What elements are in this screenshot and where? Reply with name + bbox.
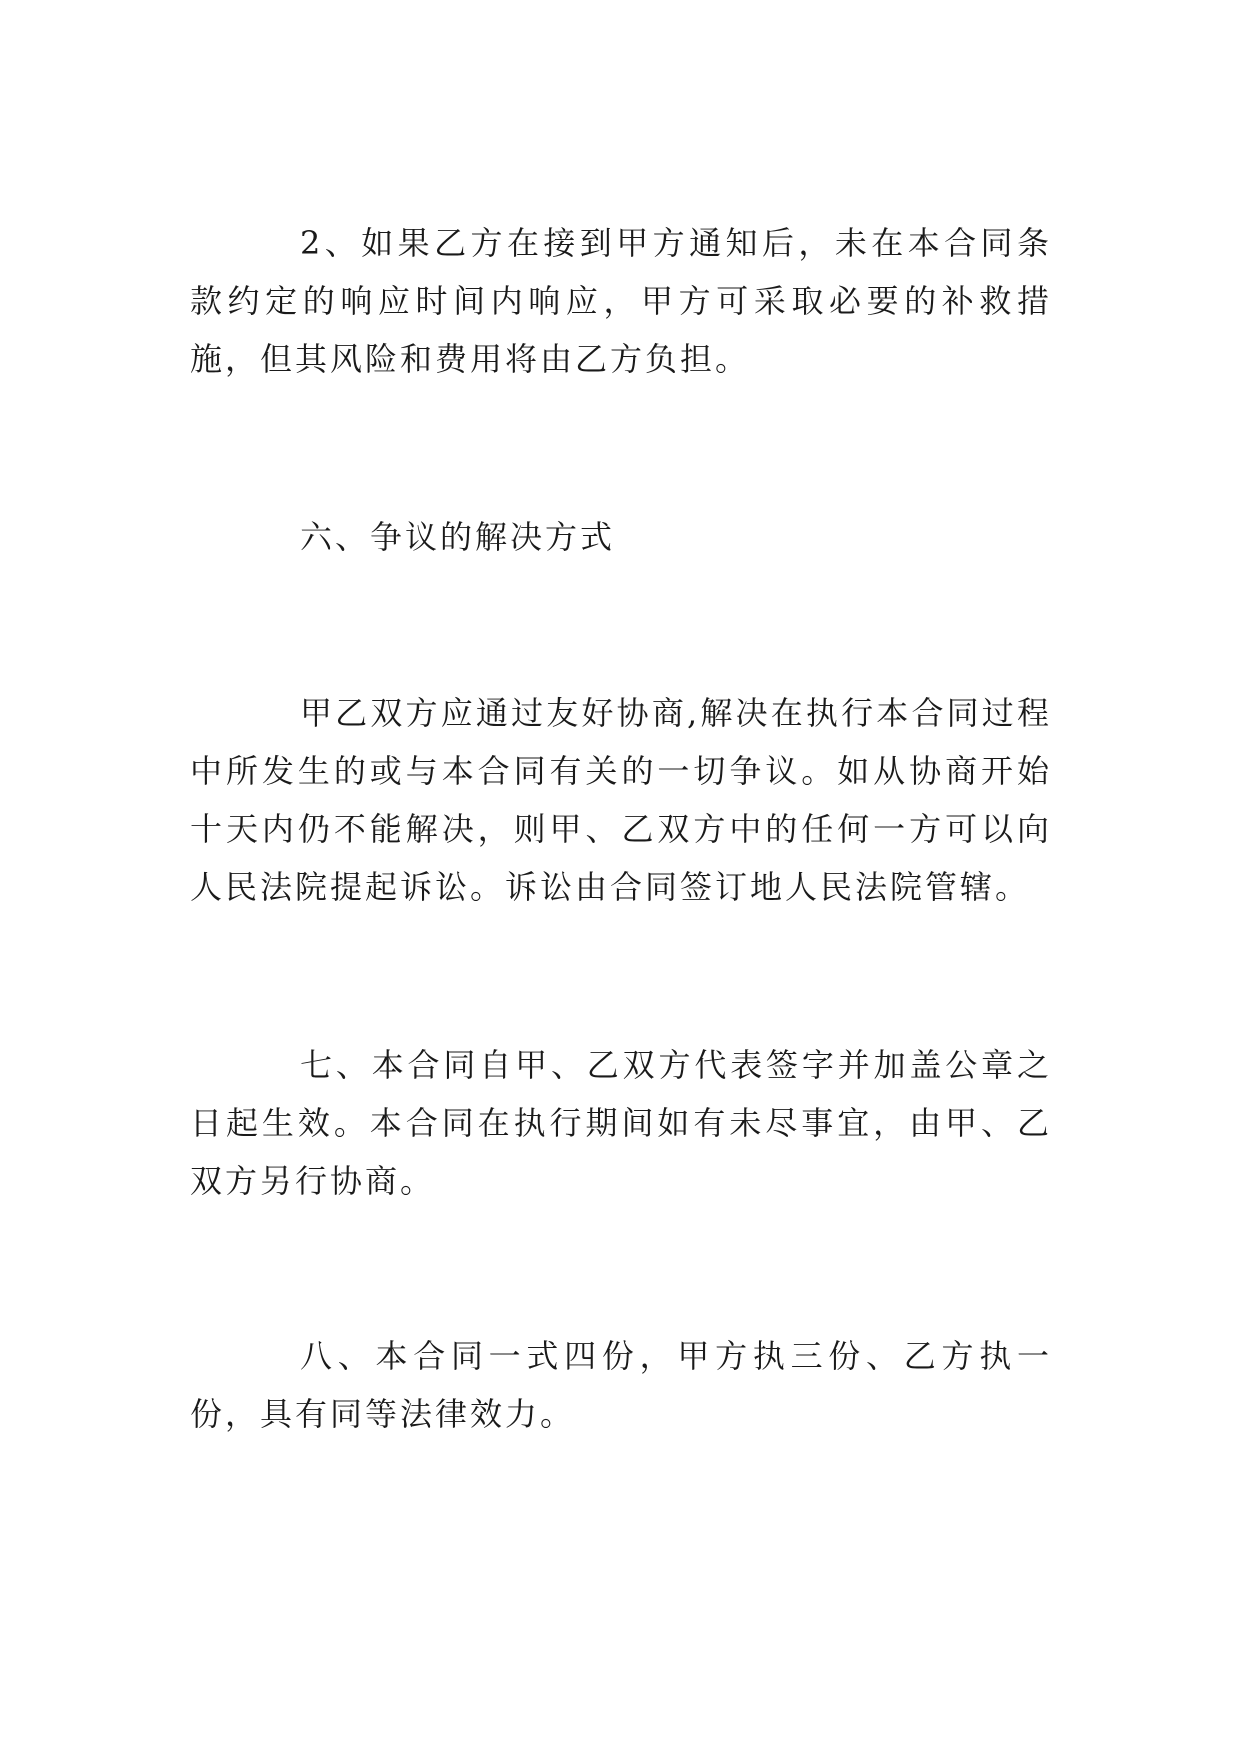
clause-paragraph-7: 七、本合同自甲、乙双方代表签字并加盖公章之日起生效。本合同在执行期间如有未尽事宜，由甲、乙双方另行协商。 [190, 1046, 1052, 1200]
section-heading-dispute-resolution: 六、争议的解决方式 [300, 518, 616, 556]
dispute-resolution-paragraph: 甲乙双方应通过友好协商,解决在执行本合同过程中所发生的或与本合同有关的一切争议。如从协商开始十天内仍不能解决，则甲、乙双方中的任何一方可以向人民法院提起诉讼。诉讼由合同签订地人民法院管辖。 [190, 694, 1052, 906]
clause-paragraph-2: 2、如果乙方在接到甲方通知后，未在本合同条款约定的响应时间内响应，甲方可采取必要的补救措施，但其风险和费用将由乙方负担。 [190, 224, 1052, 378]
clause-paragraph-8: 八、本合同一式四份，甲方执三份、乙方执一份，具有同等法律效力。 [190, 1337, 1052, 1433]
